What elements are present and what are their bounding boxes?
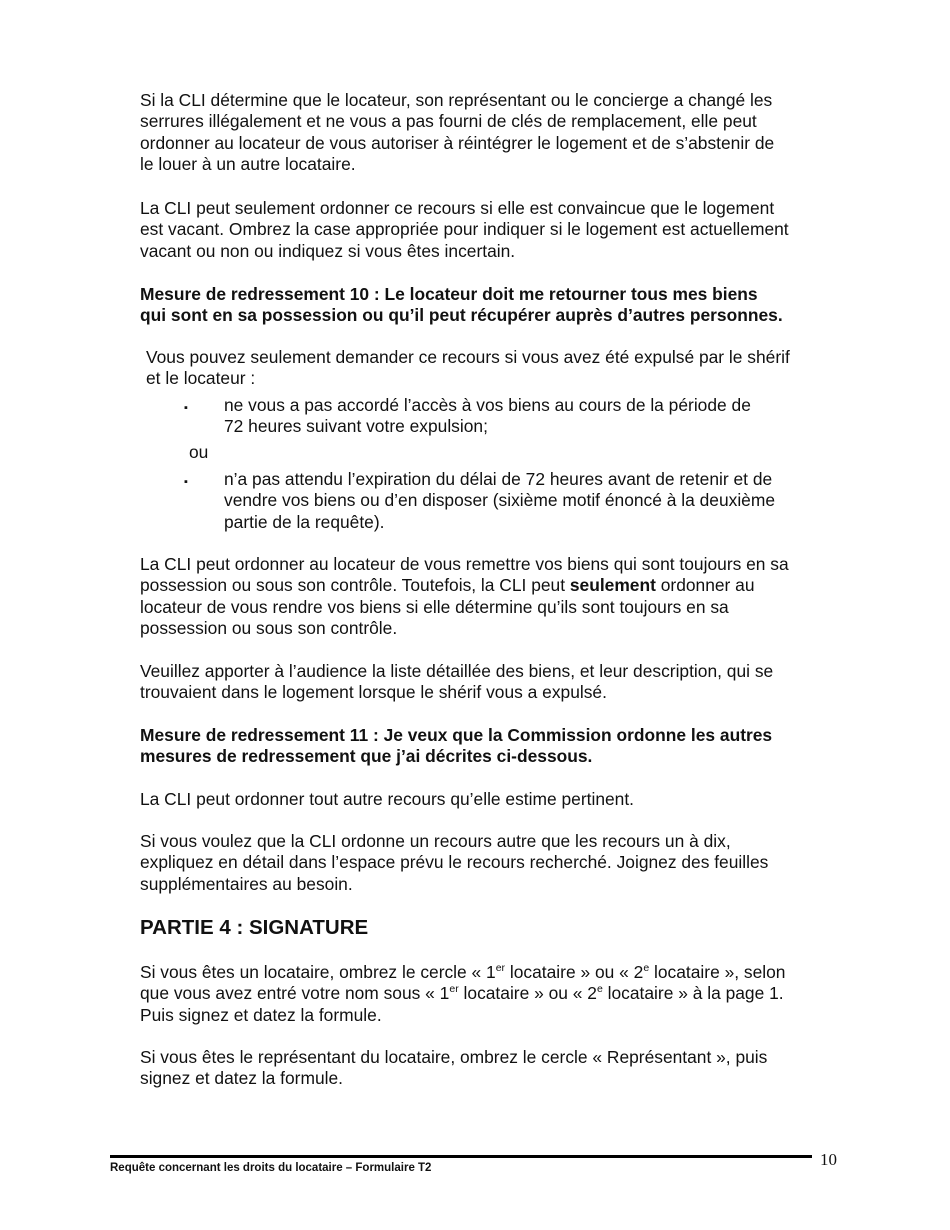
page-number: 10 [820, 1150, 837, 1169]
text-line [140, 554, 789, 575]
text-line [140, 575, 789, 596]
text-line [140, 852, 768, 873]
text-line [140, 831, 768, 852]
text-segment: locateur de vous rendre vos biens si elle détermine qu’ils sont toujours en sa [140, 596, 729, 617]
text-segment: ne vous a pas accordé l’accès à vos biens au cours de la période de [224, 395, 751, 415]
text-segment: locataire » ou « 2 [458, 983, 597, 1004]
text-segment: locataire » ou « 2 [505, 962, 644, 982]
text-segment: locataire » à la page 1. [602, 983, 784, 1004]
paragraph-bring-list [140, 661, 773, 704]
paragraph-return-goods [140, 554, 789, 639]
text-line [140, 133, 774, 154]
bullet-icon: ▪ [184, 476, 188, 488]
paragraph-explain-remedy [140, 831, 768, 895]
text-segment: est vacant. Ombrez la case appropriée pour indiquer si le logement est actuellement [140, 219, 789, 240]
text-line [140, 111, 774, 132]
footer-rule [110, 1155, 812, 1158]
superscript: er [495, 962, 506, 974]
bullet-item-expiry [184, 469, 776, 533]
text-line [140, 661, 773, 682]
text-segment: Mesure de redressement 10 : Le locateur doit me retourner tous mes biens [140, 284, 758, 304]
text-segment: trouvaient dans le logement lorsque le shérif vous a expulsé. [140, 682, 607, 703]
text-segment: mesures de redressement que j’ai décrites ci-dessous. [140, 746, 593, 767]
text-line [140, 983, 785, 1004]
text-segment: ou [189, 442, 209, 462]
text-line [224, 395, 751, 416]
superscript: e [643, 962, 650, 974]
text-line [140, 597, 789, 618]
emphasis-text: seulement [569, 575, 656, 596]
text-segment: ordonner au [655, 575, 755, 596]
footer-title: Requête concernant les droits du locataire – Formulaire T2 [110, 1162, 432, 1174]
bullet-icon: ▪ [184, 402, 188, 414]
text-segment: 72 heures suivant votre expulsion; [224, 416, 488, 437]
text-line [140, 746, 772, 767]
paragraph-tenant-sign [140, 962, 785, 1026]
text-line [140, 874, 768, 895]
text-segment: le louer à un autre locataire. [140, 153, 356, 174]
text-line [140, 198, 789, 219]
text-line [140, 682, 773, 703]
text-segment: Si la CLI détermine que le locateur, son représentant ou le concierge a changé les [140, 90, 773, 110]
text-segment: La CLI peut ordonner tout autre recours qu’elle estime pertinent. [140, 789, 634, 809]
text-segment: supplémentaires au besoin. [140, 873, 353, 894]
text-line [140, 284, 783, 305]
text-line [224, 416, 751, 437]
text-line [224, 512, 775, 533]
text-segment: Puis signez et datez la formule. [140, 1004, 382, 1025]
text-segment: qui sont en sa possession ou qu’il peut récupérer auprès d’autres personnes. [140, 305, 783, 326]
text-segment: que vous avez entré votre nom sous « 1 [140, 983, 450, 1004]
heading-remedy-11 [140, 725, 772, 768]
text-segment: signez et datez la formule. [140, 1068, 343, 1089]
text-line [140, 219, 789, 240]
text-segment: Vous pouvez seulement demander ce recours si vous avez été expulsé par le shérif [146, 347, 790, 367]
text-segment: n’a pas attendu l’expiration du délai de 72 heures avant de retenir et de [224, 469, 773, 489]
text-line [140, 241, 789, 262]
text-segment: La CLI peut ordonner au locateur de vous remettre vos biens qui sont toujours en sa [140, 554, 789, 574]
paragraph-other-remedy [140, 789, 634, 810]
paragraph-vacant-locks [140, 90, 774, 175]
text-segment: Si vous voulez que la CLI ordonne un recours autre que les recours un à dix, [140, 831, 731, 851]
text-line [140, 90, 774, 111]
text-line [140, 1005, 785, 1026]
text-segment: La CLI peut seulement ordonner ce recours si elle est convaincue que le logement [140, 198, 775, 218]
text-segment: et le locateur : [146, 368, 256, 389]
superscript: er [449, 983, 459, 996]
heading-remedy-10 [140, 284, 783, 327]
text-line [146, 368, 790, 389]
paragraph-vacant-condition [140, 198, 789, 262]
text-segment: Si vous êtes le représentant du locataire, ombrez le cercle « Représentant », puis [140, 1047, 768, 1067]
text-segment: expliquez en détail dans l’espace prévu le recours recherché. Joignez des feuilles [140, 852, 769, 873]
text-segment: PARTIE 4 : SIGNATURE [140, 916, 369, 939]
text-segment: locataire », selon [649, 962, 786, 982]
text-line [140, 305, 783, 326]
text-segment: ordonner au locateur de vous autoriser à réintégrer le logement et de s’abstenir de [140, 132, 775, 153]
text-segment: serrures illégalement et ne vous a pas fourni de clés de remplacement, elle peut [140, 111, 757, 132]
heading-part-4 [140, 916, 368, 940]
text-segment: vacant ou non ou indiquez si vous êtes incertain. [140, 240, 516, 261]
paragraph-remedy-10-intro [146, 347, 790, 390]
text-line [140, 962, 785, 983]
text-line [189, 442, 208, 463]
text-segment: partie de la requête). [224, 511, 385, 532]
text-or [189, 442, 208, 463]
text-line [140, 1068, 767, 1089]
text-line [140, 725, 772, 746]
text-segment: Mesure de redressement 11 : Je veux que la Commission ordonne les autres [140, 725, 773, 745]
text-segment: Si vous êtes un locataire, ombrez le cercle « 1 [140, 962, 496, 982]
text-segment: possession ou sous son contrôle. Toutefois, la CLI peut [140, 575, 570, 596]
text-line [140, 154, 774, 175]
paragraph-representative-sign [140, 1047, 767, 1090]
text-line [140, 916, 368, 940]
text-segment: possession ou sous son contrôle. [140, 617, 398, 638]
text-line [140, 1047, 767, 1068]
superscript: e [596, 983, 603, 996]
text-line [224, 469, 775, 490]
text-segment: Veuillez apporter à l’audience la liste détaillée des biens, et leur description, qui se [140, 661, 774, 681]
text-line [140, 618, 789, 639]
text-line [146, 347, 790, 368]
text-line [140, 789, 634, 810]
text-line [224, 490, 775, 511]
text-segment: vendre vos biens ou d’en disposer (sixième motif énoncé à la deuxième [224, 490, 776, 511]
bullet-item-access [184, 395, 751, 438]
